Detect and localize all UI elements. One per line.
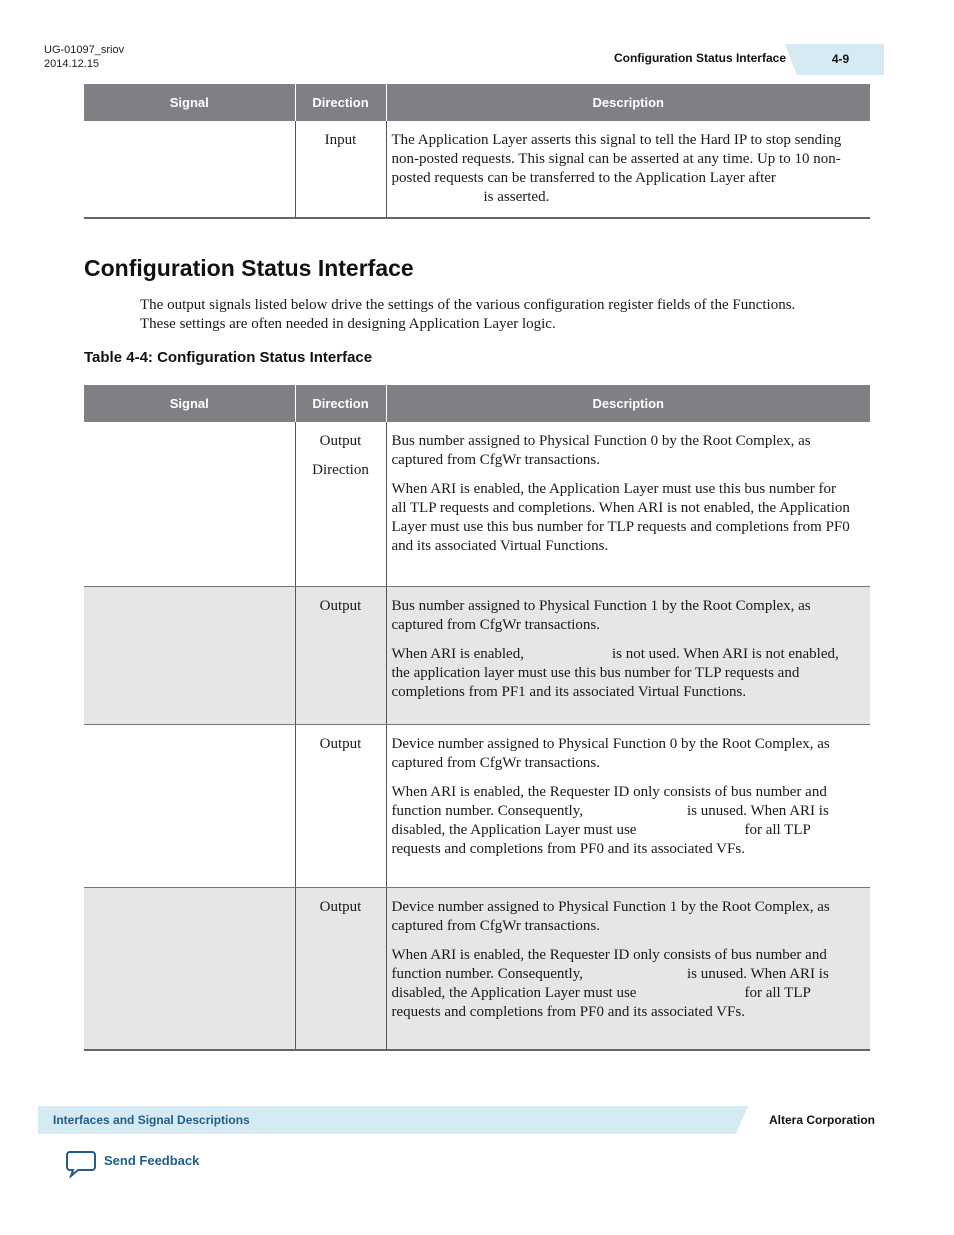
direction-cell	[295, 586, 386, 724]
col-header-direction: Direction	[295, 84, 386, 121]
col-header-description: Description	[386, 385, 870, 422]
col-header-description: Description	[386, 84, 870, 121]
description-cell	[386, 586, 870, 724]
description-paragraph: Device number assigned to Physical Function 1 by the Root Complex, as captured from CfgWr transactions.	[391, 898, 830, 934]
footer-company: Altera Corporation	[768, 1113, 875, 1127]
description-text: The Application Layer asserts this signal to tell the Hard IP to stop sending non-posted requests. This signal can be asserted at any time. Up to 10 non-posted requests can be transferred to the Application Layer afteris asserted.	[391, 132, 842, 205]
signal-cell	[84, 887, 295, 1050]
table-caption: Table 4-4: Configuration Status Interface	[84, 349, 373, 366]
direction-value: Output	[319, 433, 362, 449]
description-paragraph: When ARI is enabled, the Requester ID only consists of bus number and function number. Consequently, is unused. When ARI is disabled, the Application Layer must use for all TLP requests and completions from PF0 and its associated VFs.	[391, 783, 829, 857]
description-paragraph: Bus number assigned to Physical Function 0 by the Root Complex, as captured from CfgWr transactions.	[391, 433, 811, 468]
signal-cell	[84, 724, 295, 887]
doc-date: 2014.12.15	[44, 58, 100, 70]
direction-cell	[295, 724, 386, 887]
table-row	[84, 422, 870, 586]
direction-value: Direction	[312, 462, 369, 478]
footer-bar	[38, 1106, 736, 1134]
description-paragraph: When ARI is enabled, the Application Layer must use this bus number for all TLP requests and completions. When ARI is not enabled, the Application Layer must use this bus number for TLP requests and completions from PF0 and its associated Virtual Functions.	[391, 481, 850, 554]
page-number-tab	[797, 44, 884, 75]
doc-id: UG-01097_sriov	[44, 44, 125, 56]
direction-cell	[295, 887, 386, 1050]
direction-value: Output	[319, 597, 362, 614]
description-paragraph: Bus number assigned to Physical Function 1 by the Root Complex, as captured from CfgWr transactions.	[391, 597, 811, 633]
table-row	[84, 121, 870, 218]
speech-bubble-icon[interactable]	[66, 1150, 96, 1178]
table-row	[84, 724, 870, 887]
table-row	[84, 887, 870, 1050]
section-heading: Configuration Status Interface	[84, 255, 414, 281]
description-cell	[386, 724, 870, 887]
page-number: 4-9	[831, 52, 850, 66]
config-status-table	[84, 385, 870, 1051]
signal-cell	[84, 121, 295, 218]
col-header-direction: Direction	[295, 385, 386, 422]
footer-chapter-title: Interfaces and Signal Descriptions	[53, 1113, 250, 1127]
section-intro: The output signals listed below drive the settings of the various configuration register fields of the Functions. These settings are often needed in designing Application Layer logic.	[140, 297, 796, 332]
direction-value: Output	[319, 735, 362, 752]
signal-cell	[84, 422, 295, 586]
description-paragraph: Device number assigned to Physical Function 0 by the Root Complex, as captured from CfgWr transactions.	[391, 735, 830, 771]
signal-cell	[84, 586, 295, 724]
send-feedback-link[interactable]: Send Feedback	[104, 1153, 200, 1168]
header-section-title: Configuration Status Interface	[613, 51, 786, 65]
direction-cell	[295, 422, 386, 586]
doc-id-block	[44, 43, 124, 71]
description-cell	[386, 422, 870, 586]
description-paragraph: When ARI is enabled, is not used. When ARI is not enabled, the application layer must use this bus number for TLP requests and completions from PF1 and its associated Virtual Functions.	[391, 645, 839, 700]
signal-table-continued	[84, 84, 870, 219]
description-cell	[386, 121, 870, 218]
table-row	[84, 586, 870, 724]
col-header-signal: Signal	[84, 385, 295, 422]
direction-value: Input	[324, 132, 357, 148]
col-header-signal: Signal	[84, 84, 295, 121]
description-cell	[386, 887, 870, 1050]
direction-value: Output	[319, 898, 362, 915]
description-paragraph: When ARI is enabled, the Requester ID only consists of bus number and function number. Consequently, is unused. When ARI is disabled, the Application Layer must use for all TLP requests and completions from PF0 and its associated VFs.	[391, 946, 829, 1020]
direction-cell	[295, 121, 386, 218]
